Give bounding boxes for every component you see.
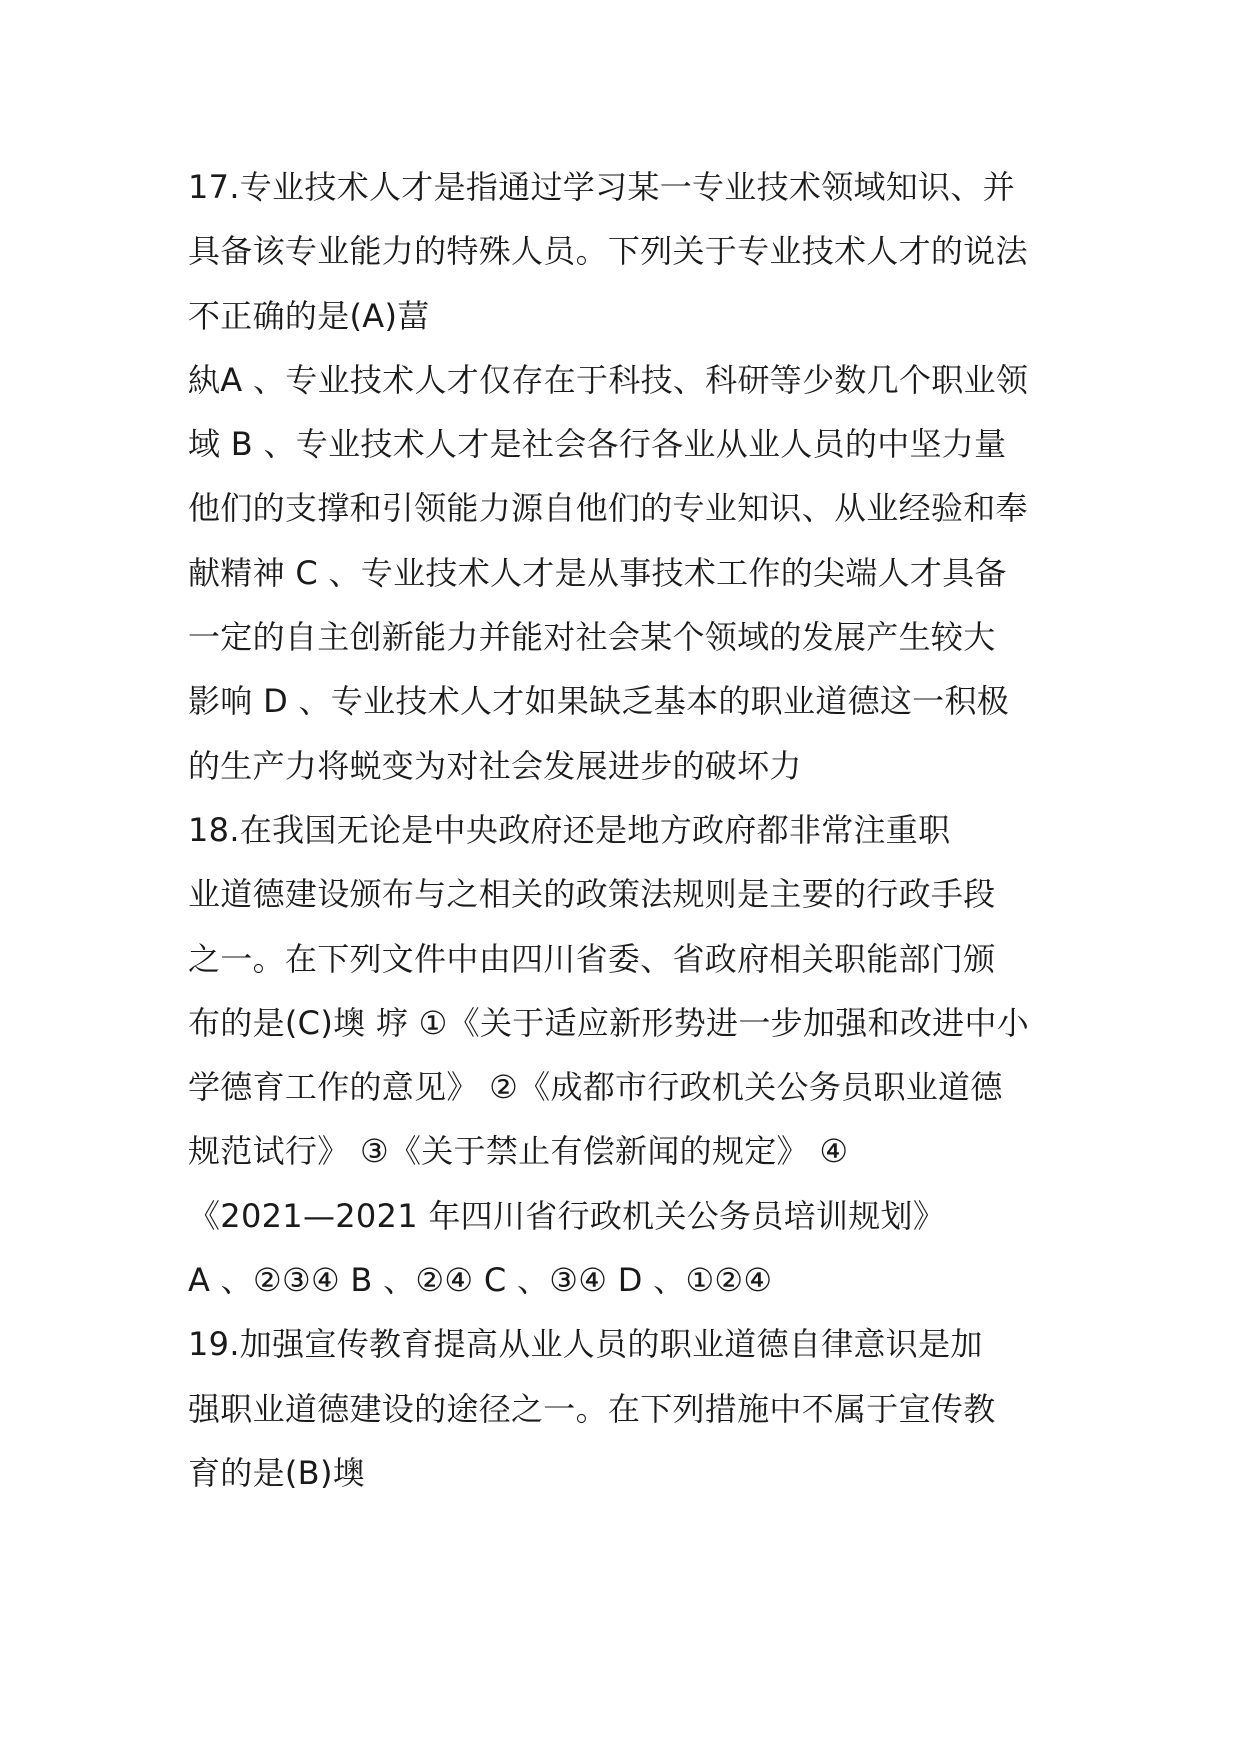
text-line: 18.在我国无论是中央政府还是地方政府都非常注重职 — [188, 810, 951, 849]
text-line: 19.加强宣传教育提高从业人员的职业道德自律意识是加 — [188, 1325, 983, 1364]
text-line: 影响 D 、专业技术人才如果缺乏基本的职业道德这一积极 — [188, 682, 1010, 721]
text-line: 育的是(B)墺 — [188, 1453, 366, 1492]
text-line: 献精神 C 、专业技术人才是从事技术工作的尖端人才具备 — [188, 553, 1007, 592]
text-line: 之一。在下列文件中由四川省委、省政府相关职能部门颁 — [188, 939, 996, 978]
text-line: 域 B 、专业技术人才是社会各行各业从业人员的中坚力量 — [188, 425, 1007, 464]
text-line: 他们的支撑和引领能力源自他们的专业知识、从业经验和奉 — [188, 489, 1028, 528]
text-line: 强职业道德建设的途径之一。在下列措施中不属于宣传教 — [188, 1389, 996, 1428]
text-line: 不正确的是(A)葍 — [188, 296, 430, 335]
text-line: 一定的自主创新能力并能对社会某个领域的发展产生较大 — [188, 618, 996, 657]
text-line: 具备该专业能力的特殊人员。下列关于专业技术人才的说法 — [188, 232, 1028, 271]
text-line: A 、②③④ B 、②④ C 、③④ D 、①②④ — [188, 1261, 773, 1300]
text-line: 布的是(C)墺 垿 ①《关于适应新形势进一步加强和改进中小 — [188, 1003, 1030, 1042]
text-line: 的生产力将蜕变为对社会发展进步的破坏力 — [188, 746, 802, 785]
text-line: 《2021—2021 年四川省行政机关公务员培训规划》 — [188, 1196, 946, 1235]
text-line: 17.专业技术人才是指通过学习某一专业技术领域知识、并 — [188, 168, 1015, 206]
text-line: 规范试行》 ③《关于禁止有偿新闻的规定》 ④ — [188, 1132, 849, 1171]
text-line: 学德育工作的意见》 ②《成都市行政机关公务员职业道德 — [188, 1068, 1003, 1107]
text-line: 业道德建设颁布与之相关的政策法规则是主要的行政手段 — [188, 875, 996, 914]
document-body — [188, 155, 1068, 1505]
text-line: 紈A 、专业技术人才仅存在于科技、科研等少数几个职业领 — [188, 360, 1029, 399]
